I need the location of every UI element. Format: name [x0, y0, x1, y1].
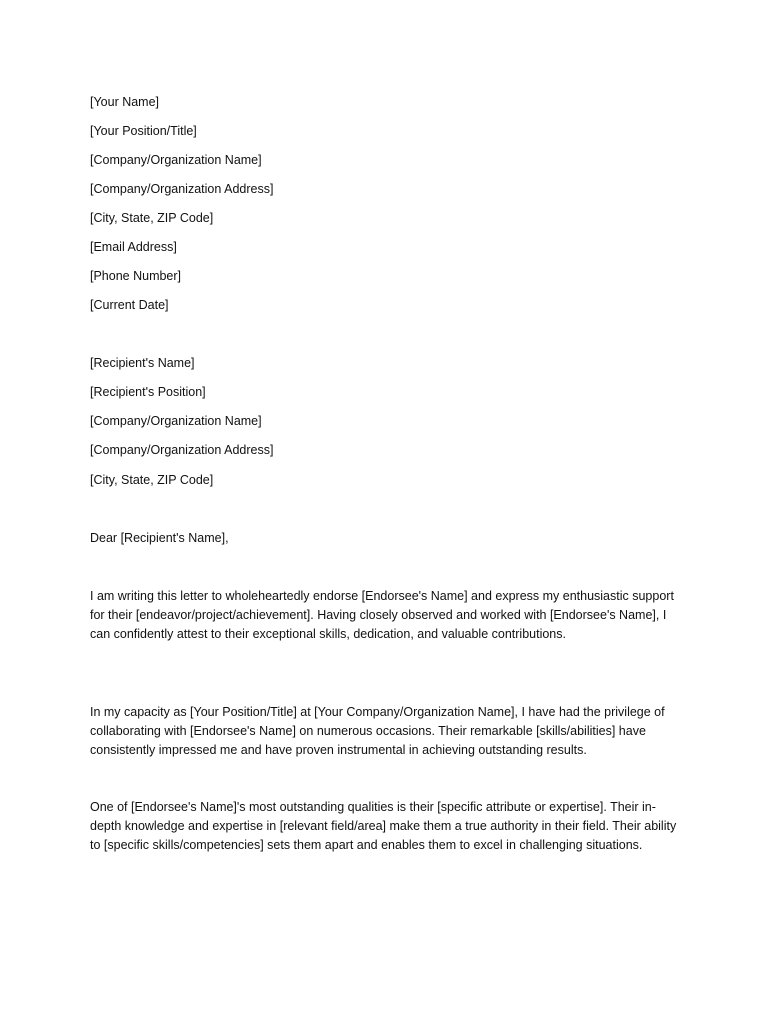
- salutation: Dear [Recipient's Name],: [90, 531, 229, 545]
- recipient-position: [Recipient's Position]: [90, 385, 206, 399]
- body-paragraph-3: One of [Endorsee's Name]'s most outstanding qualities is their [specific attribute or expertise]. Their in-depth knowledge and expertise in [relevant field/area] make them a true authority in their field. Their ability to [specific skills/competencies] sets them apart and enables them to excel in challenging situations.: [90, 800, 677, 852]
- sender-name: [Your Name]: [90, 95, 160, 109]
- sender-company: [Company/Organization Name]: [90, 153, 262, 167]
- recipient-name: [Recipient's Name]: [90, 356, 195, 370]
- recipient-city: [City, State, ZIP Code]: [90, 473, 214, 487]
- sender-address: [Company/Organization Address]: [90, 182, 274, 196]
- sender-city: [City, State, ZIP Code]: [90, 211, 214, 225]
- body-paragraph-1: I am writing this letter to wholeheartedly endorse [Endorsee's Name] and express my enthusiastic support for their [endeavor/project/achievement]. Having closely observed and worked with [Endorsee's Name], I can confidently attest to their exceptional skills, dedication, and valuable contributions.: [90, 589, 674, 641]
- sender-email: [Email Address]: [90, 240, 177, 254]
- sender-position: [Your Position/Title]: [90, 124, 197, 138]
- recipient-company: [Company/Organization Name]: [90, 414, 262, 428]
- recipient-address: [Company/Organization Address]: [90, 443, 274, 457]
- letter-date: [Current Date]: [90, 298, 169, 312]
- body-paragraph-2: In my capacity as [Your Position/Title] at [Your Company/Organization Name], I have had the privilege of collaborating with [Endorsee's Name] on numerous occasions. Their remarkable [skills/abilities] have consistently impressed me and have proven instrumental in achieving outstanding results.: [90, 705, 665, 757]
- sender-phone: [Phone Number]: [90, 269, 182, 283]
